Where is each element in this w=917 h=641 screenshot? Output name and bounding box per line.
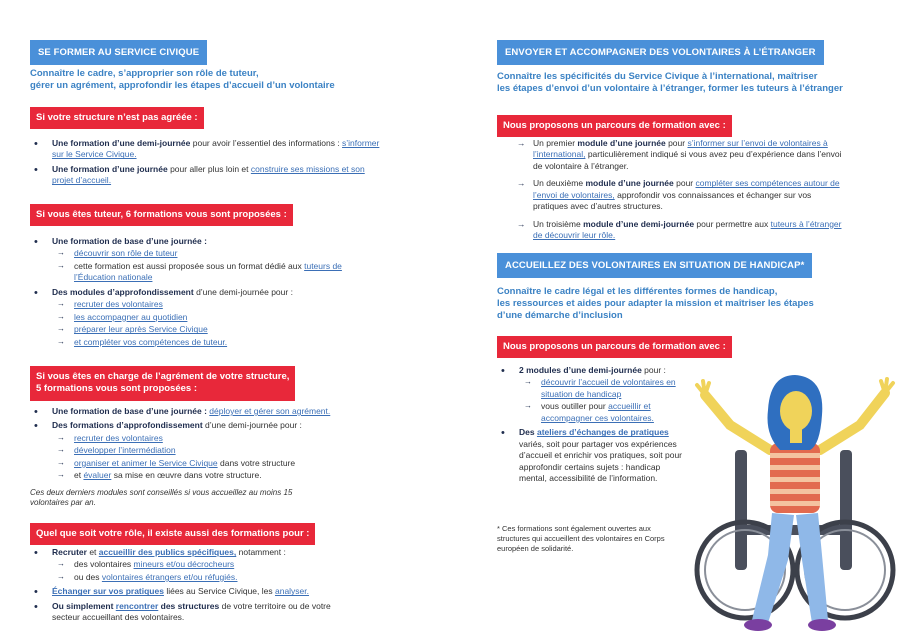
right-intro-international bbox=[497, 71, 902, 95]
intro1-line1: Connaître les spécificités du Service Civique à l’international, maîtriser bbox=[497, 71, 818, 82]
link-rencontrer[interactable]: rencontrer bbox=[115, 600, 159, 611]
left-intro-line2: gérer un agrément, approfondir les étapes d’accueil d’un volontaire bbox=[30, 79, 335, 91]
link-analyser[interactable]: analyser. bbox=[274, 586, 310, 597]
link-construire-missions[interactable]: construire ses missions et son projet d’accueil. bbox=[52, 163, 365, 186]
link-publics-specifiques[interactable]: accueillir des publics spécifiques, bbox=[98, 547, 237, 557]
list-item: • Une formation de base d’une journée : → découvrir son rôle de tuteur → cette formation est aussi proposée sous un format dédié aux tuteurs de l’Éducation nationale bbox=[30, 236, 360, 284]
wheelchair-woman-illustration bbox=[690, 355, 900, 641]
link-organiser[interactable]: organiser et animer le Service Civique bbox=[74, 457, 218, 468]
intro2-line2: les ressources et aides pour adapter la mission et maîtriser les étapes bbox=[497, 297, 814, 309]
list-item: • Des ateliers d’échanges de pratiques variés, soit pour partager vos expériences d’accueil et enrichir vos pratiques, soit pour approfondir certains sujets : handicap mental, accessibilité de l’information. bbox=[497, 427, 687, 484]
link-echanger-pratiques[interactable]: Échanger sur vos pratiques bbox=[52, 586, 164, 597]
agrement-note: Ces deux derniers modules sont conseillés si vous accueillez au moins 15 volontaires par an. bbox=[30, 488, 293, 508]
not-approved-list bbox=[30, 138, 380, 190]
link-decouvrir-role[interactable]: découvrir son rôle de tuteur bbox=[74, 248, 178, 259]
list-item: • Échanger sur vos pratiques liées au Service Civique, les analyser. bbox=[30, 586, 340, 597]
left-intro-line1: Connaître le cadre, s’approprier son rôle de tuteur, bbox=[30, 68, 259, 79]
link-accompagner[interactable]: les accompagner au quotidien bbox=[74, 311, 188, 322]
link-tuteurs-education[interactable]: tuteurs de l’Éducation nationale bbox=[74, 260, 342, 283]
link-intermediation[interactable]: développer l’intermédiation bbox=[74, 445, 176, 456]
face bbox=[780, 391, 812, 431]
agrement-list bbox=[30, 406, 370, 485]
international-title: Nous proposons un parcours de formation avec : bbox=[497, 115, 732, 137]
list-item: → Un premier module d’une journée pour s’informer sur l’envoi de volontaires à l’international, particulièrement indiqué si vous avez peu d’expérience dans l’envoi de volontaire à l’étranger. bbox=[497, 138, 847, 172]
agrement-title-line1: Si vous êtes en charge de l’agrément de votre structure, bbox=[36, 371, 290, 382]
tutor-title: Si vous êtes tuteur, 6 formations vous sont proposées : bbox=[30, 204, 293, 226]
list-item: → Un troisième module d’une demi-journée pour permettre aux tuteurs à l’étranger de découvrir leur rôle. bbox=[497, 219, 847, 242]
list-item: • Une formation d’une journée pour aller plus loin et construire ses missions et son projet d’accueil. bbox=[30, 164, 380, 187]
link-etrangers[interactable]: volontaires étrangers et/ou réfugiés. bbox=[101, 571, 238, 582]
international-list bbox=[497, 138, 847, 248]
left-intro bbox=[30, 68, 430, 92]
link-s-informer[interactable]: s’informer sur le Service Civique. bbox=[52, 138, 380, 160]
list-item: • Ou simplement rencontrer des structures de votre territoire ou de votre secteur accueillant des volontaires. bbox=[30, 601, 340, 624]
link-completer-envoi[interactable]: compléter ses compétences autour de l’envoi de volontaires, bbox=[533, 178, 840, 200]
wheelchair-seat bbox=[740, 525, 850, 535]
footnote: * Ces formations sont également ouvertes aux structures qui accueillent des volontaires en Corps européen de solidarité. bbox=[497, 524, 665, 554]
agrement-title-line2: 5 formations vous sont proposées : bbox=[36, 383, 197, 395]
link-recruter[interactable]: recruter des volontaires bbox=[74, 299, 163, 310]
link-recruter-2[interactable]: recruter des volontaires bbox=[74, 432, 163, 443]
list-item: • Une formation d’une demi-journée pour avoir l’essentiel des informations : s’informer sur le Service Civique. bbox=[30, 138, 380, 161]
wheelchair-frame bbox=[735, 450, 747, 570]
link-ateliers[interactable]: ateliers d’échanges de pratiques bbox=[536, 427, 669, 438]
intro1-line2: les étapes d’envoi d’un volontaire à l’étranger, former les tuteurs à l’étranger bbox=[497, 82, 843, 94]
link-completer-competences[interactable]: et compléter vos compétences de tuteur. bbox=[74, 336, 228, 347]
wheelchair-frame bbox=[840, 450, 852, 570]
list-item: • Des modules d’approfondissement d’une demi-journée pour : → recruter des volontaires → les accompagner au quotidien → préparer leur après Service Civique → et compléter vos compétences de tuteur. bbox=[30, 287, 360, 348]
link-accueillir[interactable]: accueillir et accompagner ces volontaires. bbox=[541, 401, 654, 423]
tutor-list bbox=[30, 236, 360, 351]
list-item: • 2 modules d’une demi-journée pour : → découvrir l’accueil de volontaires en situation de handicap → vous outiller pour accueillir et accompagner ces volontaires. bbox=[497, 365, 687, 424]
list-item: • Recruter et accueillir des publics spécifiques, notamment : → des volontaires mineurs et/ou décrocheurs → ou des volontaires étrangers et/ou réfugiés. bbox=[30, 547, 340, 583]
any-role-title: Quel que soit votre rôle, il existe aussi des formations pour : bbox=[30, 523, 315, 545]
handicap-title: Nous proposons un parcours de formation avec : bbox=[497, 336, 732, 358]
intro2-line1: Connaître le cadre légal et les différentes formes de handicap, bbox=[497, 286, 778, 297]
not-approved-title: Si votre structure n’est pas agréée : bbox=[30, 107, 204, 129]
list-item: • Une formation de base d’une journée : déployer et gérer son agrément. bbox=[30, 406, 370, 417]
handicap-list bbox=[497, 365, 687, 488]
agrement-title bbox=[30, 366, 295, 401]
shoe-left bbox=[744, 619, 772, 631]
intro2-line3: d’une démarche d’inclusion bbox=[497, 309, 623, 321]
link-deployer-agrement[interactable]: déployer et gérer son agrément. bbox=[209, 406, 331, 416]
link-evaluer[interactable]: évaluer bbox=[83, 470, 112, 481]
link-decouvrir-accueil[interactable]: découvrir l’accueil de volontaires en situation de handicap bbox=[541, 377, 676, 399]
right-intro-handicap bbox=[497, 286, 902, 322]
right-heading-handicap: ACCUEILLEZ DES VOLONTAIRES EN SITUATION DE HANDICAP* bbox=[497, 253, 812, 278]
link-preparer-apres[interactable]: préparer leur après Service Civique bbox=[74, 324, 208, 335]
shoe-right bbox=[808, 619, 836, 631]
list-item: → Un deuxième module d’une journée pour compléter ses compétences autour de l’envoi de volontaires, approfondir vos connaissances et échanger sur vos pratiques avec d’autres structures. bbox=[497, 178, 847, 212]
left-heading: SE FORMER AU SERVICE CIVIQUE bbox=[30, 40, 207, 65]
any-role-list bbox=[30, 547, 340, 627]
list-item: • Des formations d’approfondissement d’une demi-journée pour : → recruter des volontaires → développer l’intermédiation → organiser et animer le Service Civique dans votre structure → et évaluer sa mise en œuvre dans votre structure. bbox=[30, 420, 370, 481]
link-mineurs[interactable]: mineurs et/ou décrocheurs bbox=[133, 559, 235, 570]
link-envoi-international[interactable]: s’informer sur l’envoi de volontaires à l’international, bbox=[533, 138, 828, 160]
link-tuteurs-etranger[interactable]: tuteurs à l’étranger de découvrir leur rôle. bbox=[533, 218, 842, 241]
right-heading-international: ENVOYER ET ACCOMPAGNER DES VOLONTAIRES À L’ÉTRANGER bbox=[497, 40, 824, 65]
